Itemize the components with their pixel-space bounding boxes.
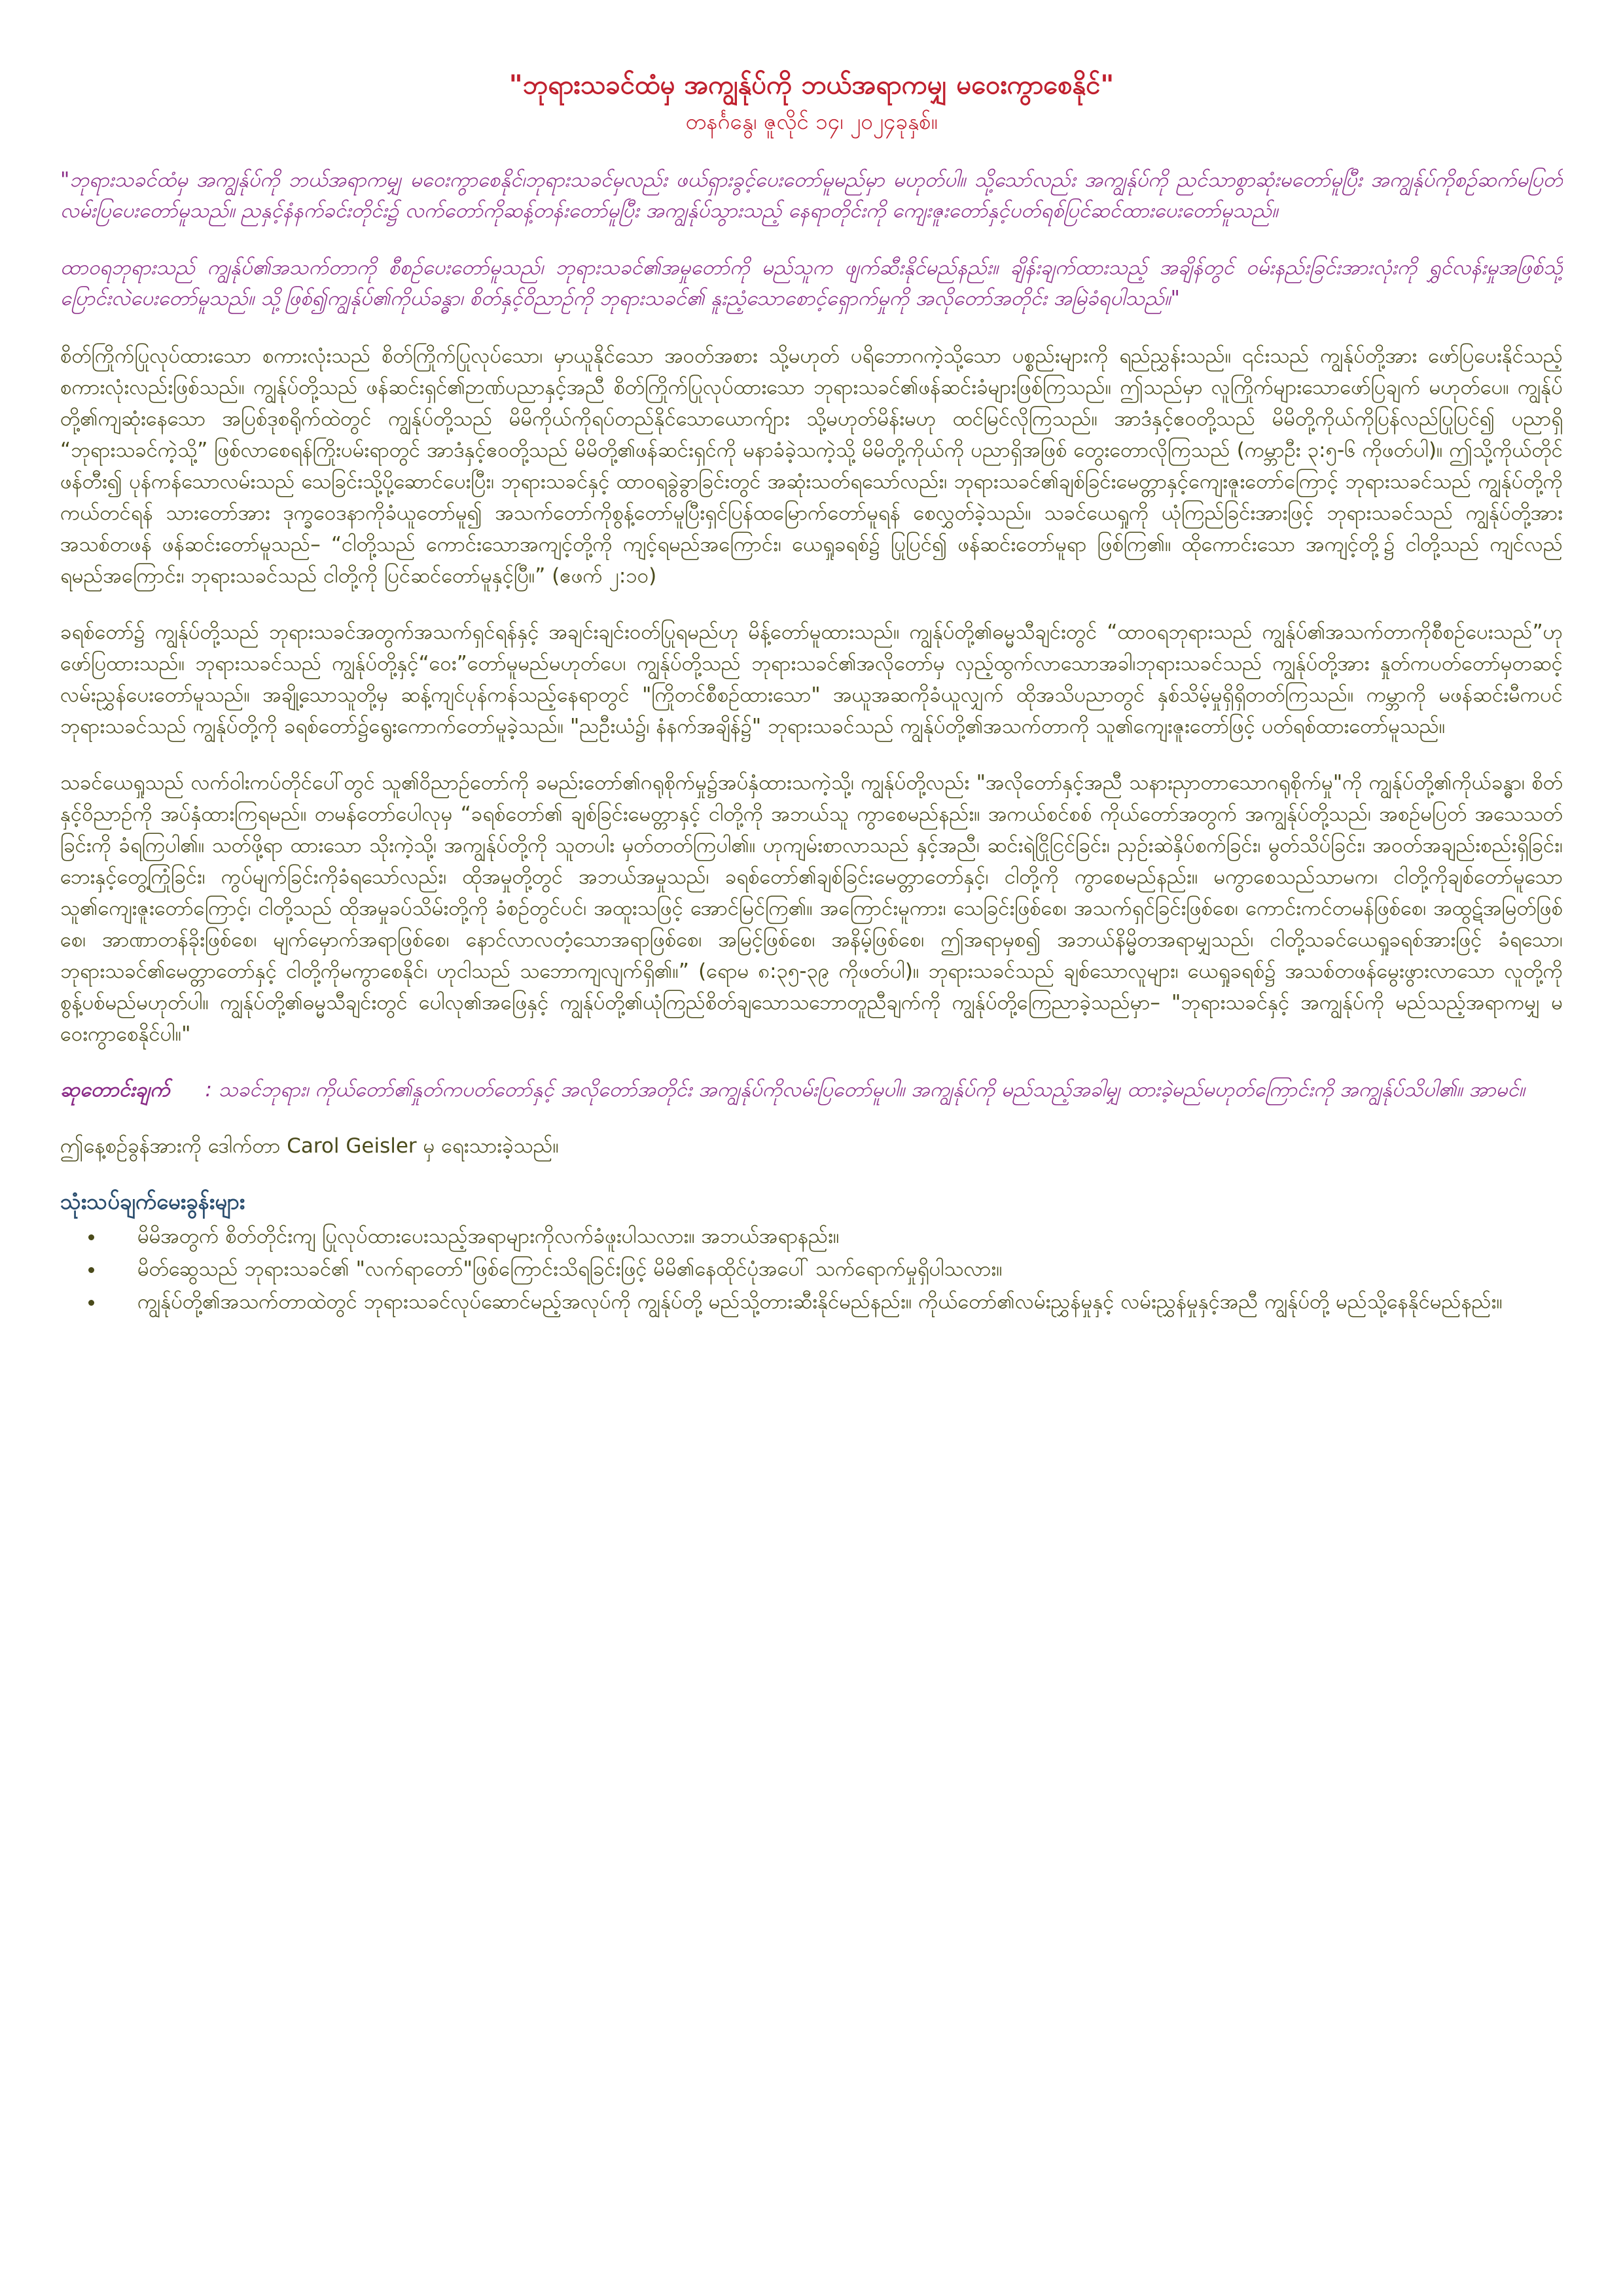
hymn-quote-2: ထာဝရဘုရားသည် ကျွန်ုပ်၏အသက်တာကို စီစဉ်ပေးတော်မူသည်၊ ဘုရားသခင်၏အမှုတော်ကို မည်သူက ဖျက်ဆီးနိုင်မည်နည်း။ ချိန်းချက်ထားသည့် အချိန်တွင် ဝမ်းနည်းခြင်းအားလုံးကို ရွှင်လန်းမှုအဖြစ်သို့ ပြောင်းလဲပေးတော်မူသည်။ သို့ဖြစ်၍ကျွန်ုပ်၏ကိုယ်ခန္ဓာ၊ စိတ်နှင့်ဝိညာဉ်ကို ဘုရားသခင်၏ နူးညံ့သောစောင့်ရှောက်မှုကို အလိုတော်အတိုင်း အမြဲခံရပါသည်။" bbox=[60, 256, 1563, 310]
body-paragraph-1: စိတ်ကြိုက်ပြုလုပ်ထားသော စကားလုံးသည် စိတ်ကြိုက်ပြုလုပ်သော၊ မှာယူနိုင်သော အဝတ်အစား သို့မဟုတ် ပရိဘောဂကဲ့သို့သော ပစ္စည်းများကို ရည်ညွှန်းသည်။ ၎င်းသည် ကျွန်ုပ်တို့အား ဖော်ပြပေးနိုင်သည့် စကားလုံးလည်းဖြစ်သည်။ ကျွန်ုပ်တို့သည် ဖန်ဆင်းရှင်၏ဉာဏ်ပညာနှင့်အညီ စိတ်ကြိုက်ပြုလုပ်ထားသော ဘုရားသခင်၏ဖန်ဆင်းခံများဖြစ်ကြသည်။ ဤသည်မှာ လူကြိုက်များသောဖော်ပြချက် မဟုတ်ပေ။ ကျွန်ုပ်တို့၏ကျဆုံးနေသော အပြစ်ဒုစရိုက်ထဲတွင် ကျွန်ုပ်တို့သည် မိမိကိုယ်ကိုရပ်တည်နိုင်သောယောက်ျား သို့မဟုတ်မိန်းမဟု ထင်မြင်လိုကြသည်။ အာဒံနှင့်ဧဝတို့သည် မိမိတို့ကိုယ်ကိုပြန်လည်ပြုပြင်၍ ပညာရှိ “ဘုရားသခင်ကဲ့သို့” ဖြစ်လာစေရန်ကြိုးပမ်းရာတွင် အာဒံနှင့်ဧဝတို့သည် မိမိတို့၏ဖန်ဆင်းရှင်ကို မနာခံခဲ့သကဲ့သို့ မိမိတို့ကိုယ်ကို ပညာရှိအဖြစ် တွေးတောလိုကြသည် (ကမ္ဘာဦး ၃:၅-၆ ကိုဖတ်ပါ)။ ဤသို့ကိုယ်တိုင်ဖန်တီး၍ ပုန်ကန်သောလမ်းသည် သေခြင်းသို့ပို့ဆောင်ပေးပြီး၊ ဘုရားသခင်နှင့် ထာဝရခွဲခွာခြင်းတွင် အဆုံးသတ်ရသော်လည်း၊ ဘုရားသခင်၏ချစ်ခြင်းမေတ္တာနှင့်ကျေးဇူးတော်ကြောင့် ဘုရားသခင်သည် ကျွန်ုပ်တို့ကိုကယ်တင်ရန် သားတော်အား ဒုက္ခဝေဒနာကိုခံယူတော်မူ၍ အသက်တော်ကိုစွန့်တော်မူပြီးရှင်ပြန်ထမြောက်တော်မူရန် စေလွှတ်ခဲ့သည်။ သခင်ယေရှုကို ယုံကြည်ခြင်းအားဖြင့် ဘုရားသခင်သည် ကျွန်ုပ်တို့အား အသစ်တဖန် ဖန်ဆင်းတော်မူသည်– “ငါတို့သည် ကောင်းသောအကျင့်တို့ကို ကျင့်ရမည်အကြောင်း၊ ယေရှုခရစ်၌ ပြုပြင်၍ ဖန်ဆင်းတော်မူရာ ဖြစ်ကြ၏။ ထိုကောင်းသော အကျင့်တို့၌ ငါတို့သည် ကျင်လည်ရမည်အကြောင်း၊ ဘုရားသခင်သည် ငါတို့ကို ပြင်ဆင်တော်မူနှင့်ပြီ။” (ဧဖက် ၂:၁၀) bbox=[60, 344, 1563, 588]
questions-heading: သုံးသပ်ချက်မေးခွန်းများ bbox=[60, 1189, 245, 1214]
page-date: တနင်္ဂနွေ၊ ဇူလိုင် ၁၄၊ ၂၀၂၄ခုနှစ်။ bbox=[685, 109, 938, 134]
prayer-label: ဆုတောင်းချက် bbox=[60, 1078, 170, 1102]
prayer-section bbox=[60, 1075, 1563, 1105]
hymn-quote-1: "ဘုရားသခင်ထံမှ အကျွန်ုပ်ကို ဘယ်အရာကမျှ မဝေးကွာစေနိုင်၊ဘုရားသခင်မှလည်း ဖယ်ရှားခွင့်ပေးတော်မူမည်မှာ မဟုတ်ပါ။ သို့သော်လည်း အကျွန်ုပ်ကို ညင်သာစွာဆုံးမတော်မူပြီး အကျွန်ုပ်ကိုစဉ်ဆက်မပြတ် လမ်းပြပေးတော်မူသည်။ ညနှင့်နံနက်ခင်းတိုင်း၌ လက်တော်ကိုဆန့်တန်းတော်မူပြီး အကျွန်ုပ်သွားသည့် နေရာတိုင်းကို ကျေးဇူးတော်နှင့်ပတ်ရစ်ပြင်ဆင်ထားပေးတော်မူသည်။ bbox=[60, 168, 1563, 223]
prayer-text: : သခင်ဘုရား၊ ကိုယ်တော်၏နှုတ်ကပတ်တော်နှင့် အလိုတော်အတိုင်း အကျွန်ုပ်ကိုလမ်းပြတော်မူပါ။ အကျွန်ုပ်ကို မည်သည့်အခါမျှ ထားခဲ့မည်မဟုတ်ကြောင်းကို အကျွန်ုပ်သိပါ၏။ အာမင်။ bbox=[205, 1078, 1525, 1102]
body-paragraph-3: သခင်ယေရှုသည် လက်ဝါးကပ်တိုင်ပေါ်တွင် သူ၏ဝိညာဉ်တော်ကို ခမည်းတော်၏ဂရုစိုက်မှု၌အပ်နှံထားသကဲ့သို့၊ ကျွန်ုပ်တို့လည်း "အလိုတော်နှင့်အညီ သနားညှာတာသောဂရုစိုက်မှု"ကို ကျွန်ုပ်တို့၏ကိုယ်ခန္ဓာ၊ စိတ်နှင့်ဝိညာဉ်ကို အပ်နှံထားကြရမည်။ တမန်တော်ပေါလုမှ “ခရစ်တော်၏ ချစ်ခြင်းမေတ္တာနှင့် ငါတို့ကို အဘယ်သူ ကွာစေမည်နည်း။ အကယ်စင်စစ် ကိုယ်တော်အတွက် အကျွန်ုပ်တို့သည်၊ အစဉ်မပြတ် အသေသတ်ခြင်းကို ခံရကြပါ၏။ သတ်ဖို့ရာ ထားသော သိုးကဲ့သို့၊ အကျွန်ုပ်တို့ကို သူတပါး မှတ်တတ်ကြပါ၏။ ဟုကျမ်းစာလာသည် နှင့်အညီ၊ ဆင်းရဲငြိုငြင်ခြင်း၊ ညှဉ်းဆဲနှိပ်စက်ခြင်း၊ မွတ်သိပ်ခြင်း၊ အဝတ်အချည်းစည်းရှိခြင်း၊ ဘေးနှင့်တွေ့ကြုံခြင်း၊ ကွပ်မျက်ခြင်းကိုခံရသော်လည်း၊ ထိုအမှုတို့တွင် အဘယ်အမှုသည်၊ ခရစ်တော်၏ချစ်ခြင်းမေတ္တာတော်နှင့်၊ ငါတို့ကို ကွာစေမည်နည်း။ မကွာစေသည်သာမက၊ ငါတို့ကိုချစ်တော်မူသော သူ၏ကျေးဇူးတော်ကြောင့်၊ ငါတို့သည် ထိုအမှုခပ်သိမ်းတို့ကို ခံစဉ်တွင်ပင်၊ အထူးသဖြင့် အောင်မြင်ကြ၏။ အကြောင်းမူကား၊ သေခြင်းဖြစ်စေ၊ အသက်ရှင်ခြင်းဖြစ်စေ၊ ကောင်းကင်တမန်ဖြစ်စေ၊ အထွဋ်အမြတ်ဖြစ်စေ၊ အာဏာတန်ခိုးဖြစ်စေ၊ မျက်မှောက်အရာဖြစ်စေ၊ နောင်လာလတံ့သောအရာဖြစ်စေ၊ အမြင့်ဖြစ်စေ၊ အနိမ့်ဖြစ်စေ၊ ဤအရာမှစ၍ အဘယ်နိမ္မိတအရာမျှသည်၊ ငါတို့သခင်ယေရှုခရစ်အားဖြင့် ခံရသော၊ ဘုရားသခင်၏မေတ္တာတော်နှင့် ငါတို့ကိုမကွာစေနိုင်၊ ဟုငါသည် သဘောကျလျက်ရှိ၏။” (ရောမ ၈:၃၅-၃၉ ကိုဖတ်ပါ)။ ဘုရားသခင်သည် ချစ်သောလူများ၊ ယေရှုခရစ်၌ အသစ်တဖန်မွေးဖွားလာသော လူတို့ကို စွန့်ပစ်မည်မဟုတ်ပါ။ ကျွန်ုပ်တို့၏ဓမ္မသီချင်းတွင် ပေါလု၏အဖြေနှင့် ကျွန်ုပ်တို့၏ယုံကြည်စိတ်ချသောသဘောတူညီချက်ကို ကျွန်ုပ်တို့ကြေညာခဲ့သည်မှာ– "ဘုရားသခင်နှင့် အကျွန်ုပ်ကို မည်သည့်အရာကမျှ မဝေးကွာစေနိုင်ပါ။" bbox=[60, 771, 1563, 1046]
question-item: • မိမိအတွက် စိတ်တိုင်းကျ ပြုလုပ်ထားပေးသည့်အရာများကိုလက်ခံဖူးပါသလား။ အဘယ်အရာနည်း။ bbox=[105, 1221, 1563, 1252]
page-title: "ဘုရားသခင်ထံမှ အကျွန်ုပ်ကို ဘယ်အရာကမျှ မဝေးကွာစေနိုင်" bbox=[508, 70, 1115, 100]
question-item: • မိတ်ဆွေသည် ဘုရားသခင်၏ "လက်ရာတော်"ဖြစ်ကြောင်းသိရခြင်းဖြင့် မိမိ၏နေထိုင်ပုံအပေါ် သက်ရောက်မှုရှိပါသလား။ bbox=[105, 1253, 1563, 1285]
author-credit: ဤနေ့စဉ်ခွန်အားကို ဒေါက်တာ Carol Geisler မှ ရေးသားခဲ့သည်။ bbox=[60, 1134, 559, 1158]
body-paragraph-2: ခရစ်တော်၌ ကျွန်ုပ်တို့သည် ဘုရားသခင်အတွက်အသက်ရှင်ရန်နှင့် အချင်းချင်းဝတ်ပြုရမည်ဟု မိန့်တော်မူထားသည်။ ကျွန်ုပ်တို့၏ဓမ္မသီချင်းတွင် “ထာဝရဘုရားသည် ကျွန်ုပ်၏အသက်တာကိုစီစဉ်ပေးသည်”ဟု ဖော်ပြထားသည်။ ဘုရားသခင်သည် ကျွန်ုပ်တို့နှင့်“ဝေး”တော်မူမည်မဟုတ်ပေ၊ ကျွန်ုပ်တို့သည် ဘုရားသခင်၏အလိုတော်မှ လှည့်ထွက်လာသောအခါ၊ဘုရားသခင်သည် ကျွန်ုပ်တို့အား နှုတ်ကပတ်တော်မှတဆင့်လမ်းညွှန်ပေးတော်မူသည်။ အချို့သောသူတို့မှ ဆန့်ကျင်ပုန်ကန်သည့်နေရာတွင် "ကြိုတင်စီစဉ်ထားသော" အယူအဆကိုခံယူလျှက် ထိုအသိပညာတွင် နှစ်သိမ့်မှုရှိရှိတတ်ကြသည်။ ကမ္ဘာကို မဖန်ဆင်းမီကပင်ဘုရားသခင်သည် ကျွန်ုပ်တို့ကို ခရစ်တော်၌ရွေးကောက်တော်မူခဲ့သည်။ "ညဦးယံ၌၊ နံနက်အချိန်၌" ဘုရားသခင်သည် ကျွန်ုပ်တို့၏အသက်တာကို သူ၏ကျေးဇူးတော်ဖြင့် ပတ်ရစ်ထားတော်မူသည်။ bbox=[60, 620, 1563, 738]
questions-list bbox=[60, 1221, 1563, 1318]
question-item: • ကျွန်ုပ်တို့၏အသက်တာထဲတွင် ဘုရားသခင်လုပ်ဆောင်မည့်အလုပ်ကို ကျွန်ုပ်တို့ မည်သို့တားဆီးနိုင်မည်နည်း။ ကိုယ်တော်၏လမ်းညွှန်မှုနှင့် လမ်းညွှန်မှုနှင့်အညီ ကျွန်ုပ်တို့ မည်သို့နေနိုင်မည်နည်း။ bbox=[105, 1286, 1563, 1318]
devotional-page bbox=[60, 65, 1563, 2251]
